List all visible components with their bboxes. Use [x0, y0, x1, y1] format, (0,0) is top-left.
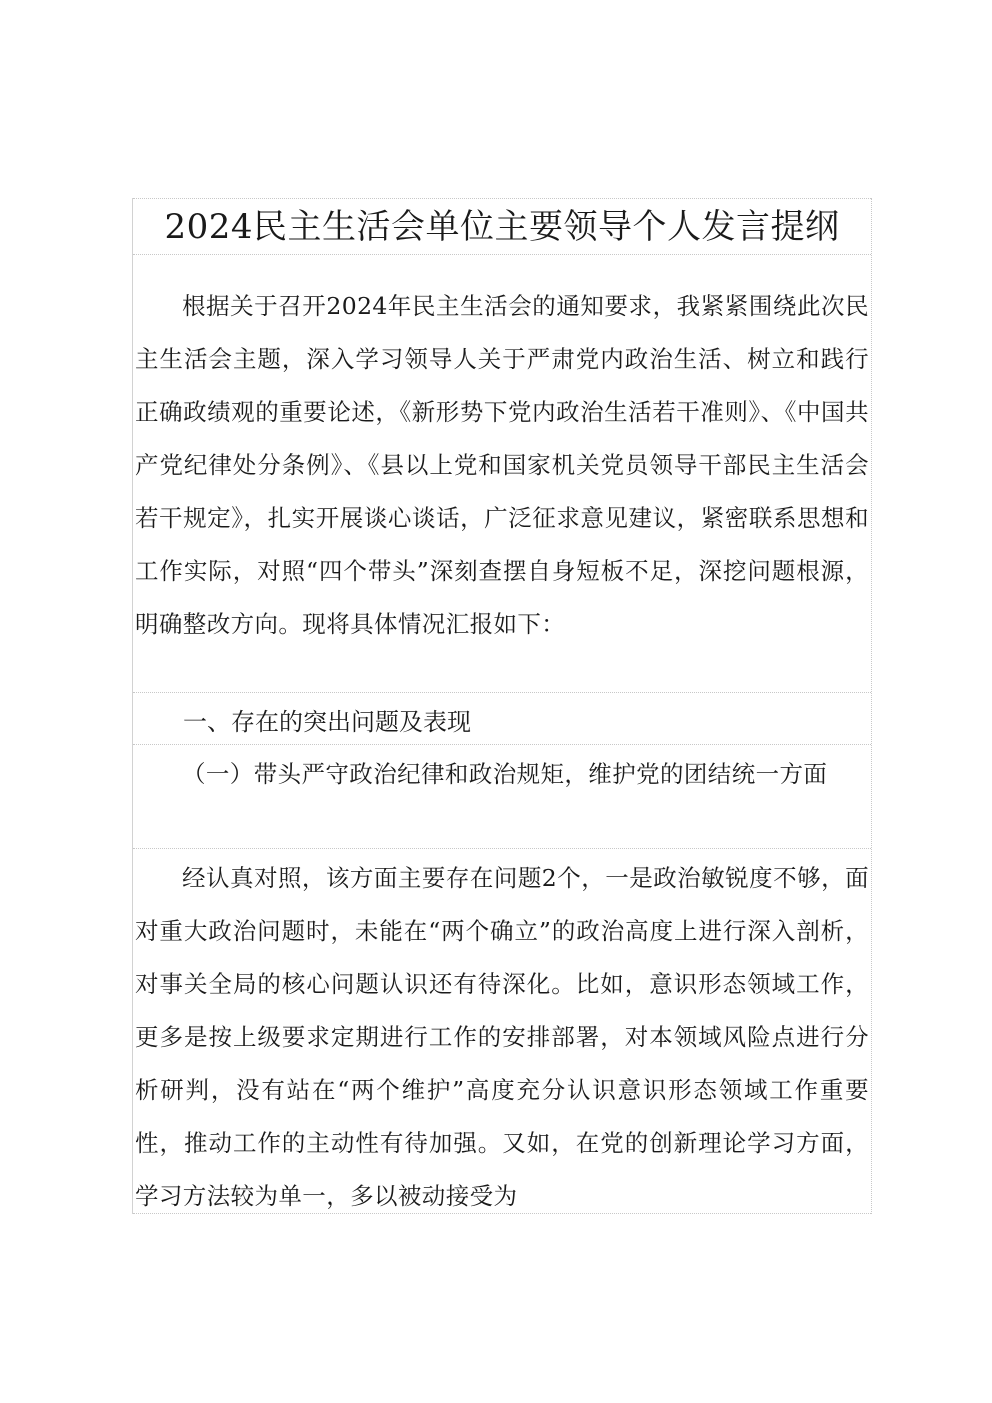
document-body — [132, 198, 872, 1214]
subsection-body: 经认真对照，该方面主要存在问题2个，一是政治敏锐度不够，面对重大政治问题时，未能在“两个确立”的政治高度上进行深入剖析，对事关全局的核心问题认识还有待深化。比如，意识形态领域工作，更多是按上级要求定期进行工作的安排部署，对本领域风险点进行分析研判，没有站在“两个维护”高度充分认识意识形态领域工作重要性，推动工作的主动性有待加强。又如，在党的创新理论学习方面，学习方法较为单一，多以被动接受为 — [135, 864, 869, 1210]
body-rule — [133, 848, 871, 849]
section-heading: 一、存在的突出问题及表现 — [183, 708, 471, 736]
subsection-heading: （一）带头严守政治纪律和政治规矩，维护党的团结统一方面 — [182, 760, 828, 788]
document-title: 2024民主生活会单位主要领导个人发言提纲 — [164, 207, 840, 247]
title-rule — [133, 254, 871, 255]
top-rule — [133, 198, 871, 199]
section-rule — [133, 692, 871, 693]
bottom-rule — [133, 1213, 871, 1214]
subsection-rule — [133, 744, 871, 745]
intro-paragraph: 根据关于召开2024年民主生活会的通知要求，我紧紧围绕此次民主生活会主题，深入学习领导人关于严肃党内政治生活、树立和践行正确政绩观的重要论述，《新形势下党内政治生活若干准则》、《中国共产党纪律处分条例》、《县以上党和国家机关党员领导干部民主生活会若干规定》，扎实开展谈心谈话，广泛征求意见建议，紧密联系思想和工作实际，对照“四个带头”深刻查摆自身短板不足，深挖问题根源，明确整改方向。现将具体情况汇报如下： — [135, 292, 869, 638]
